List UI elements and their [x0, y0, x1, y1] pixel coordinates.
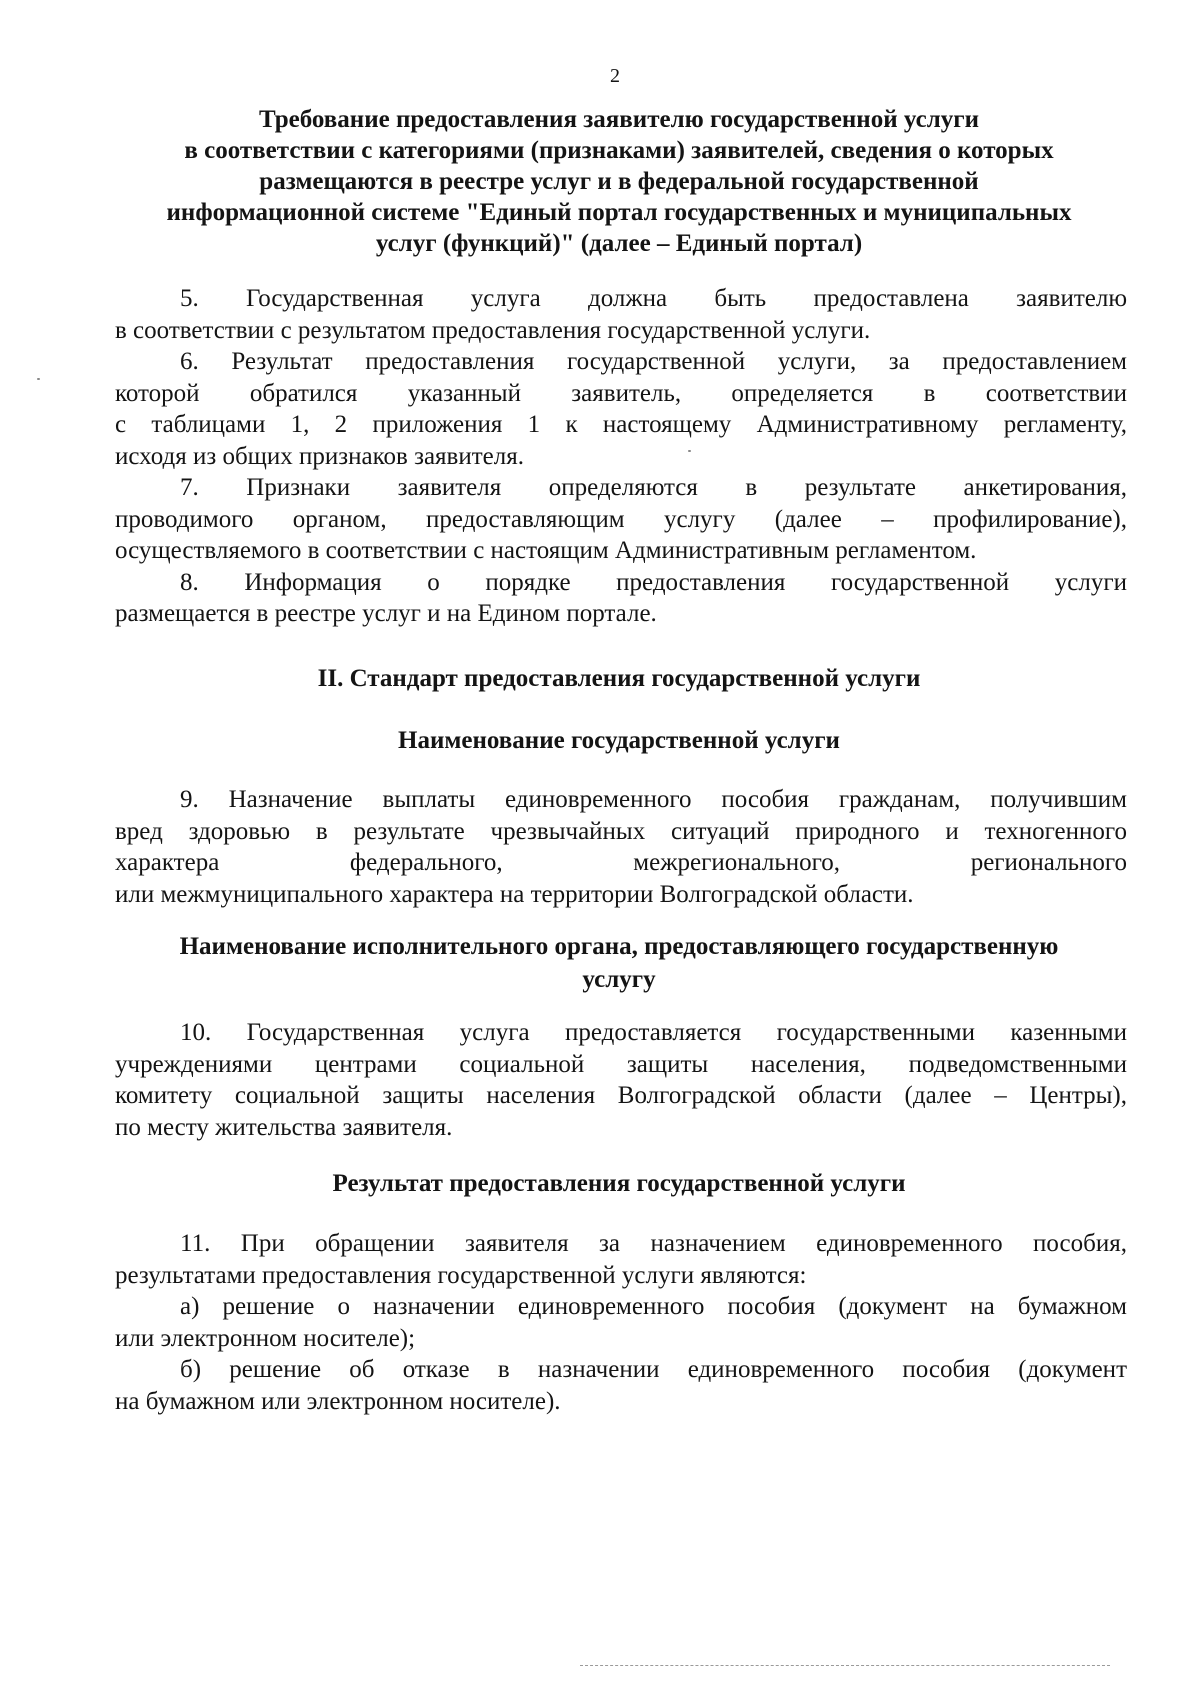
heading-line: услугу: [582, 966, 656, 993]
heading-line: Требование предоставления заявителю государственной услуги: [259, 106, 979, 133]
paragraph-line: или межмуниципального характера на территории Волгоградской области.: [115, 880, 914, 908]
paragraph-line: результатами предоставления государственной услуги являются:: [115, 1261, 807, 1289]
paragraph-11-block: [115, 1228, 1127, 1417]
paragraph-6: [115, 346, 1127, 472]
paragraph-line: вред здоровью в результате чрезвычайных ситуаций природного и техногенного: [115, 817, 1127, 845]
scan-speck: [37, 378, 40, 380]
paragraph-5: [115, 283, 1127, 346]
paragraph-line: 10. Государственная услуга предоставляется государственными казенными: [180, 1019, 1127, 1046]
paragraph-8: [115, 567, 1127, 630]
service-name-heading: Наименование государственной услуги: [398, 727, 840, 754]
heading-line: услуг (функций)" (далее – Единый портал): [375, 230, 863, 257]
paragraph-10-block: [115, 1017, 1127, 1143]
paragraph-line: комитету социальной защиты населения Волгоградской области (далее – Центры),: [115, 1082, 1127, 1109]
paragraph-line: проводимого органом, предоставляющим услугу (далее – профилирование),: [115, 505, 1127, 533]
paragraph-line: характера федерального, межрегионального, регионального: [115, 849, 1127, 876]
executive-organ-heading: [110, 930, 1128, 996]
paragraph-9-block: [115, 784, 1127, 910]
paragraph-line: в соответствии с результатом предоставления государственной услуги.: [115, 316, 871, 344]
applicant-requirement-heading: [110, 104, 1128, 259]
paragraph-11-a: [115, 1291, 1127, 1354]
paragraph-line: с таблицами 1, 2 приложения 1 к настоящему Административному регламенту,: [115, 411, 1127, 438]
heading-line: размещаются в реестре услуг и в федеральной государственной: [259, 168, 979, 195]
paragraph-line: по месту жительства заявителя.: [115, 1113, 453, 1141]
result-heading: Результат предоставления государственной услуги: [332, 1170, 906, 1197]
paragraph-10: [115, 1017, 1127, 1143]
paragraph-line: исходя из общих признаков заявителя.: [115, 442, 524, 470]
page-number: 2: [610, 65, 620, 87]
paragraph-line: которой обратился указанный заявитель, определяется в соответствии: [115, 379, 1127, 407]
paragraph-11: [115, 1228, 1127, 1291]
paragraph-line: 9. Назначение выплаты единовременного пособия гражданам, получившим: [180, 786, 1127, 813]
paragraph-line: размещается в реестре услуг и на Едином портале.: [115, 600, 657, 627]
paragraph-line: 5. Государственная услуга должна быть предоставлена заявителю: [180, 285, 1127, 312]
paragraph-line: осуществляемого в соответствии с настоящим Административным регламентом.: [115, 537, 977, 564]
paragraph-line: 11. При обращении заявителя за назначением единовременного пособия,: [180, 1230, 1127, 1257]
paragraph-line: 6. Результат предоставления государственной услуги, за предоставлением: [180, 348, 1127, 375]
scan-speck: [688, 450, 691, 452]
paragraph-line: на бумажном или электронном носителе).: [115, 1387, 561, 1415]
paragraph-line: учреждениями центрами социальной защиты населения, подведомственными: [115, 1050, 1127, 1078]
paragraph-line: 7. Признаки заявителя определяются в результате анкетирования,: [180, 474, 1127, 501]
section-2-heading: II. Стандарт предоставления государственной услуги: [317, 665, 921, 692]
paragraph-line: а) решение о назначении единовременного пособия (документ на бумажном: [180, 1293, 1127, 1320]
heading-line: Наименование исполнительного органа, предоставляющего государственную: [179, 933, 1059, 960]
heading-line: в соответствии с категориями (признаками) заявителей, сведения о которых: [184, 137, 1054, 164]
paragraphs-5-8: [115, 283, 1127, 630]
paragraph-9: [115, 784, 1127, 910]
paragraph-line: 8. Информация о порядке предоставления государственной услуги: [180, 568, 1127, 596]
heading-line: информационной системе "Единый портал государственных и муниципальных: [166, 199, 1072, 226]
paragraph-line: или электронном носителе);: [115, 1324, 416, 1352]
paragraph-11-b: [115, 1354, 1127, 1417]
footer-rule: [580, 1665, 1110, 1666]
paragraph-7: [115, 472, 1127, 567]
paragraph-line: б) решение об отказе в назначении единовременного пособия (документ: [180, 1356, 1127, 1383]
